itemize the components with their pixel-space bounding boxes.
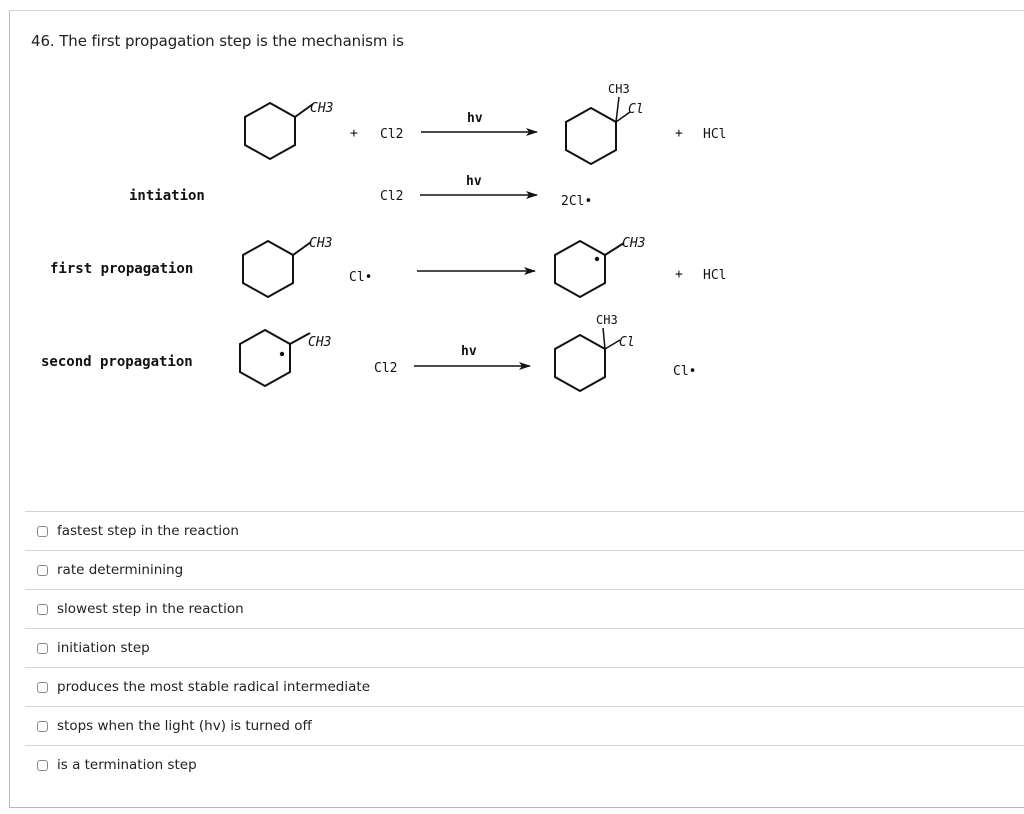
chlorine-radical-label: Cl• [673, 364, 697, 379]
question-text: 46. The first propagation step is the mechanism is [31, 32, 404, 50]
option-label: fastest step in the reaction [57, 523, 239, 539]
radio-button[interactable] [37, 721, 48, 732]
byproduct-label: HCl [703, 127, 727, 142]
option-label: slowest step in the reaction [57, 601, 244, 617]
methyl-label: CH3 [310, 101, 334, 116]
radio-button[interactable] [37, 604, 48, 615]
cyclohexyl-radical-reactant [240, 330, 310, 386]
product-methyl-label: CH3 [622, 236, 646, 251]
condition-label: hv [467, 111, 483, 126]
methylcyclohexane-reactant [243, 241, 311, 297]
byproduct-label: HCl [703, 268, 727, 283]
chlorine-radical-label: Cl• [349, 270, 373, 285]
product-methyl-label: CH3 [596, 313, 618, 327]
plus-sign: + [350, 126, 358, 141]
methyl-label: CH3 [309, 236, 333, 251]
option-label: rate determinining [57, 562, 184, 578]
methyl-label: CH3 [308, 335, 332, 350]
condition-label: hv [461, 344, 477, 359]
plus-sign: + [675, 267, 683, 282]
chloromethylcyclohexane-product [566, 97, 630, 164]
answer-option[interactable] [25, 745, 1024, 784]
answer-options [25, 511, 1024, 784]
radio-button[interactable] [37, 565, 48, 576]
product-methyl-label: CH3 [608, 82, 630, 96]
chloromethylcyclohexane-product [555, 328, 620, 391]
option-label: stops when the light (hv) is turned off [57, 718, 312, 734]
radio-button[interactable] [37, 760, 48, 771]
answer-option[interactable] [25, 550, 1024, 589]
option-label: produces the most stable radical intermediate [57, 679, 370, 695]
answer-option[interactable] [25, 511, 1024, 550]
product-chloro-label: Cl [619, 335, 635, 350]
reagent-label: Cl2 [380, 189, 404, 204]
reagent-label: Cl2 [380, 127, 404, 142]
option-label: is a termination step [57, 757, 197, 773]
step-label-second-propagation: second propagation [41, 354, 193, 370]
radical-product-label: 2Cl• [561, 194, 593, 209]
radio-button[interactable] [37, 682, 48, 693]
step-label-initiation: intiation [129, 188, 205, 204]
answer-option[interactable] [25, 667, 1024, 706]
methylcyclohexane-reactant [245, 103, 313, 159]
reagent-label: Cl2 [374, 361, 398, 376]
condition-label: hv [466, 174, 482, 189]
plus-sign: + [675, 126, 683, 141]
answer-option[interactable] [25, 628, 1024, 667]
radio-button[interactable] [37, 643, 48, 654]
cyclohexyl-radical-product [555, 241, 624, 297]
answer-option[interactable] [25, 706, 1024, 745]
product-chloro-label: Cl [628, 102, 644, 117]
option-label: initiation step [57, 640, 150, 656]
step-label-first-propagation: first propagation [50, 261, 194, 277]
answer-option[interactable] [25, 589, 1024, 628]
radio-button[interactable] [37, 526, 48, 537]
